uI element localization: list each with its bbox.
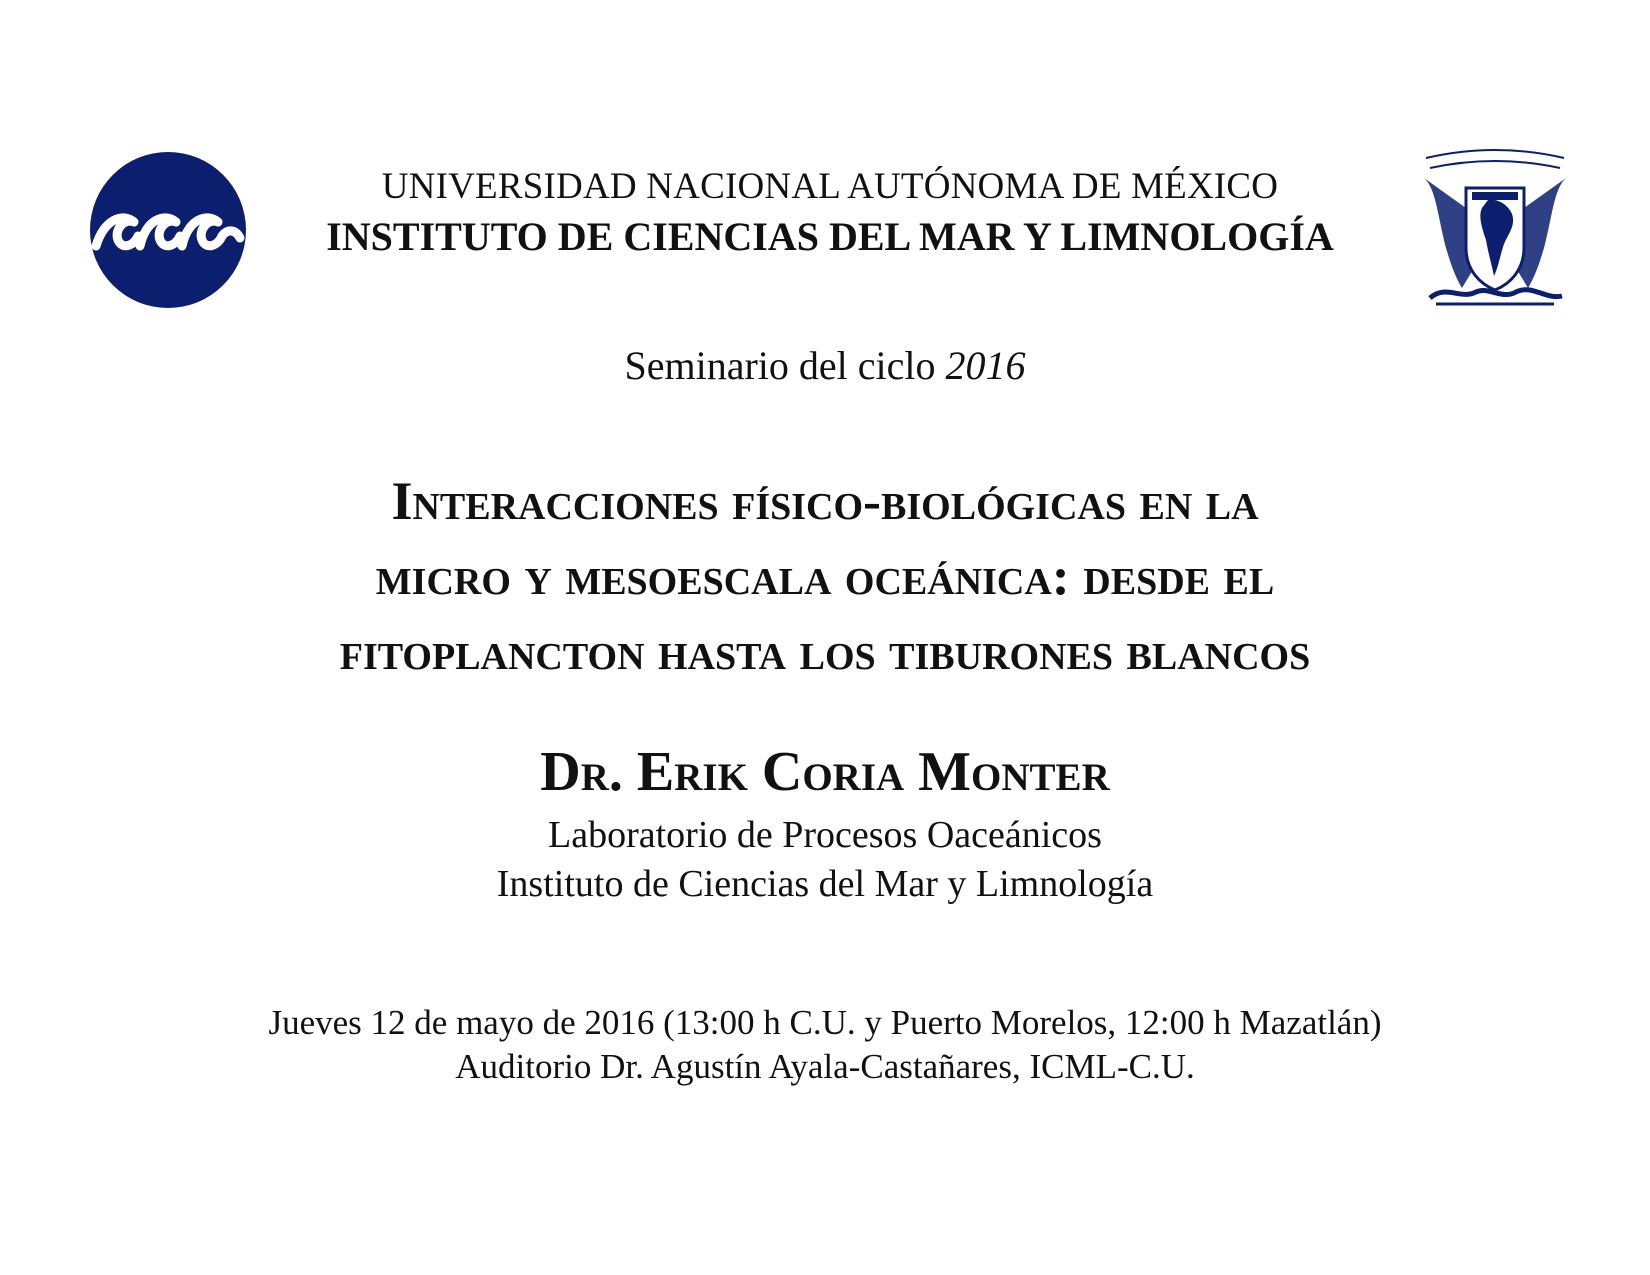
- seminar-year: 2016: [945, 343, 1026, 388]
- institute-name: INSTITUTO DE CIENCIAS DEL MAR Y LIMNOLOGÍA: [326, 214, 1334, 259]
- event-datetime: Jueves 12 de mayo de 2016 (13:00 h C.U. y Puerto Morelos, 12:00 h Mazatlán): [268, 1003, 1382, 1042]
- talk-title-line-1: Interacciones físico-biológicas en la: [391, 471, 1259, 531]
- speaker-name: Dr. Erik Coria Monter: [540, 741, 1110, 803]
- seminar-cycle: [0, 342, 1650, 389]
- speaker-lab: Laboratorio de Procesos Oaceánicos: [548, 814, 1102, 856]
- event-venue: Auditorio Dr. Agustín Ayala-Castañares, ICML-C.U.: [455, 1047, 1195, 1086]
- talk-title-line-2: micro y mesoescala oceánica: desde el: [375, 546, 1275, 606]
- icmyl-logo: [88, 150, 248, 310]
- seminar-prefix: Seminario del ciclo: [624, 343, 946, 388]
- wave-icon: [88, 150, 248, 310]
- university-name: UNIVERSIDAD NACIONAL AUTÓNOMA DE MÉXICO: [381, 166, 1279, 207]
- speaker-institute: Instituto de Ciencias del Mar y Limnología: [496, 863, 1154, 905]
- coat-of-arms-icon: [1416, 148, 1574, 310]
- unam-logo: [1416, 148, 1574, 310]
- talk-title-line-3: fitoplancton hasta los tiburones blancos: [339, 621, 1311, 681]
